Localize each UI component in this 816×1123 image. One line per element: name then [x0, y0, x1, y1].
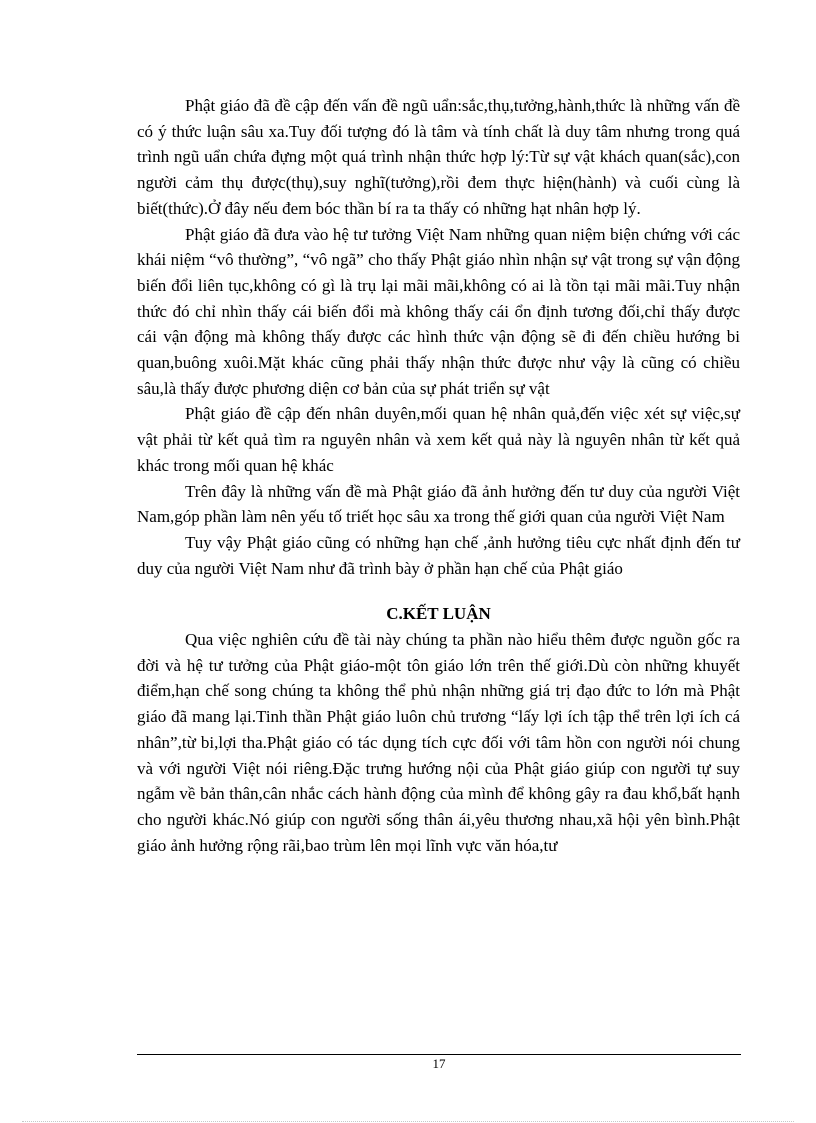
- document-body: [137, 93, 740, 858]
- paragraph-ngu-uan: Phật giáo đã đề cập đến vấn đề ngũ uẩn:sắc,thụ,tưởng,hành,thức là những vấn đề có ý thức luận sâu xa.Tuy đối tượng đó là tâm và tính chất là duy tâm nhưng trong quá trình ngũ uẩn chứa đựng một quá trình nhận thức hợp lý:Từ sự vật khách quan(sắc),con người cảm thụ được(thụ),suy nghĩ(tưởng),rồi đem thực hiện(hành) và cuối cùng là biết(thức).Ở đây nếu đem bóc thần bí ra ta thấy có những hạt nhân hợp lý.: [137, 96, 740, 218]
- paragraph-ket-luan: Qua việc nghiên cứu đề tài này chúng ta phần nào hiểu thêm được nguồn gốc ra đời và hệ tư tưởng của Phật giáo-một tôn giáo lớn trên thế giới.Dù còn những khuyết điểm,hạn chế song chúng ta không thể phủ nhận những giá trị đạo đức to lớn mà Phật giáo đã mang lại.Tinh thần Phật giáo luôn chủ trương “lấy lợi ích tập thể trên lợi ích cá nhân”,từ bi,lợi tha.Phật giáo có tác dụng tích cực đối với tâm hồn con người nói chung và với người Việt nói riêng.Đặc trưng hướng nội của Phật giáo giúp con người tự suy ngẫm về bản thân,cân nhắc cách hành động của mình để không gây ra đau khổ,bất hạnh cho người khác.Nó giúp con người sống thân ái,yêu thương nhau,xã hội yên bình.Phật giáo ảnh hưởng rộng rãi,bao trùm lên mọi lĩnh vực văn hóa,tư: [137, 630, 740, 855]
- paragraph-nhan-duyen: Phật giáo đề cập đến nhân duyên,mối quan hệ nhân quả,đến việc xét sự việc,sự vật phải từ kết quả tìm ra nguyên nhân và xem kết quả này là nguyên nhân từ kết quả khác trong mối quan hệ khác: [137, 404, 740, 475]
- paragraph-han-che: Tuy vậy Phật giáo cũng có những hạn chế ,ảnh hưởng tiêu cực nhất định đến tư duy của người Việt Nam như đã trình bày ở phần hạn chế của Phật giáo: [137, 532, 740, 578]
- section-heading: C.KẾT LUẬN: [386, 604, 491, 624]
- page-bottom-edge: [22, 1121, 794, 1122]
- page-number: 17: [432, 1056, 446, 1071]
- paragraph-bien-chung: Phật giáo đã đưa vào hệ tư tưởng Việt Nam những quan niệm biện chứng với các khái niệm “vô thường”, “vô ngã” cho thấy Phật giáo nhìn nhận sự vật trong sự vận động biến đổi liên tục,không có gì là trụ lại mãi mãi,không có ai là tồn tại mãi mãi.Tuy nhận thức đó chỉ nhìn thấy cái biến đổi mà không thấy cái ổn định tương đối,chỉ thấy được cái vận động mà không thấy được các hình thức vận động sẽ đi đến chiều hướng bi quan,buông xuôi.Mặt khác cũng phải thấy nhận thức được như vậy là cũng có chiều sâu,là thấy được phương diện cơ bản của sự phát triển sự vật: [137, 224, 740, 398]
- paragraph-anh-huong-tu-duy: Trên đây là những vấn đề mà Phật giáo đã ảnh hưởng đến tư duy của người Việt Nam,góp phần làm nên yếu tố triết học sâu xa trong thế giới quan của người Việt Nam: [137, 481, 740, 527]
